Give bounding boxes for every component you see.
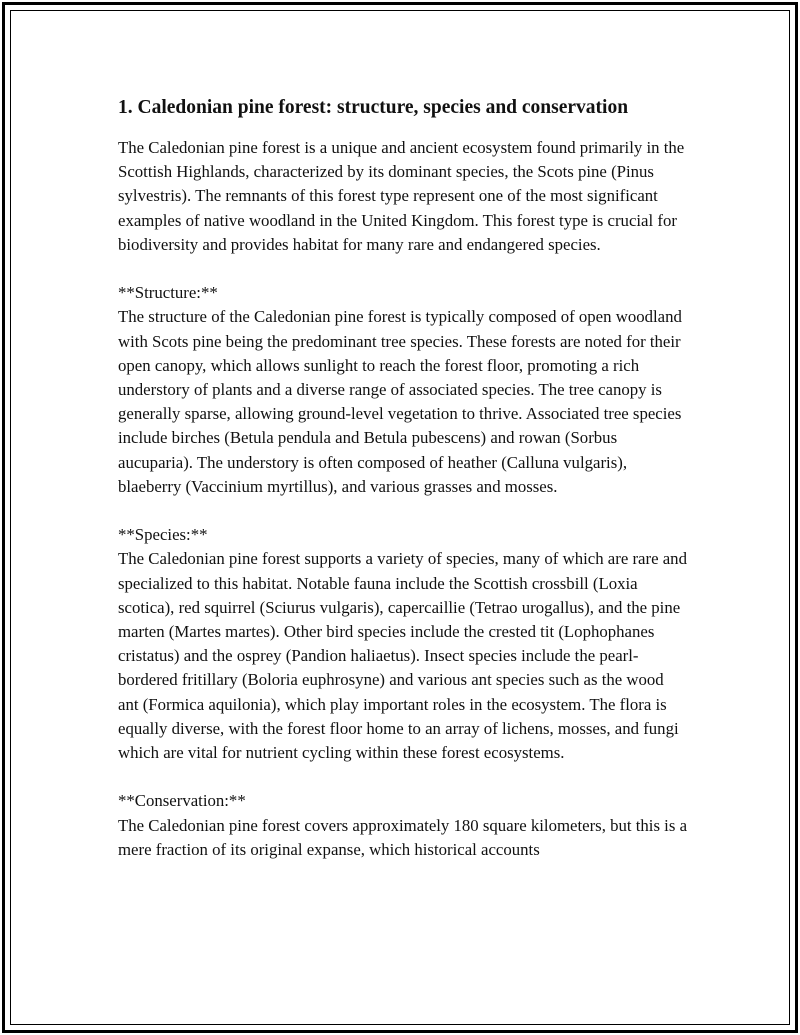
section-heading-structure: **Structure:**: [118, 283, 218, 303]
section-conservation: [118, 789, 688, 862]
section-body-conservation: The Caledonian pine forest covers approximately 180 square kilometers, but this is a mere fraction of its original expanse, which historical accounts: [118, 815, 688, 859]
section-heading-conservation: **Conservation:**: [118, 791, 246, 811]
section-structure: [118, 281, 688, 499]
section-species: [118, 523, 688, 765]
section-heading-species: **Species:**: [118, 525, 208, 545]
section-body-structure: The structure of the Caledonian pine forest is typically composed of open woodland with Scots pine being the predominant tree species. These forests are noted for their open canopy, which allows sunlight to reach the forest floor, promoting a rich understory of plants and a diverse range of associated species. The tree canopy is generally sparse, allowing ground-level vegetation to thrive. Associated tree species include birches (Betula pendula and Betula pubescens) and rowan (Sorbus aucuparia). The understory is often composed of heather (Calluna vulgaris), blaeberry (Vaccinium myrtillus), and various grasses and mosses.: [118, 307, 682, 496]
intro-paragraph: The Caledonian pine forest is a unique and ancient ecosystem found primarily in the Scottish Highlands, characterized by its dominant species, the Scots pine (Pinus sylvestris). The remnants of this forest type represent one of the most significant examples of native woodland in the United Kingdom. This forest type is crucial for biodiversity and provides habitat for many rare and endangered species.: [118, 138, 685, 254]
section-body-species: The Caledonian pine forest supports a variety of species, many of which are rare and specialized to this habitat. Notable fauna include the Scottish crossbill (Loxia scotica), red squirrel (Sciurus vulgaris), capercaillie (Tetrao urogallus), and the pine marten (Martes martes). Other bird species include the crested tit (Lophophanes cristatus) and the osprey (Pandion haliaetus). Insect species include the pearl-bordered fritillary (Boloria euphrosyne) and various ant species such as the wood ant (Formica aquilonia), which play important roles in the ecosystem. The flora is equally diverse, with the forest floor home to an array of lichens, mosses, and fungi which are vital for nutrient cycling within these forest ecosystems.: [118, 549, 687, 763]
document-body: [118, 96, 688, 886]
page-title: 1. Caledonian pine forest: structure, species and conservation: [118, 97, 629, 118]
